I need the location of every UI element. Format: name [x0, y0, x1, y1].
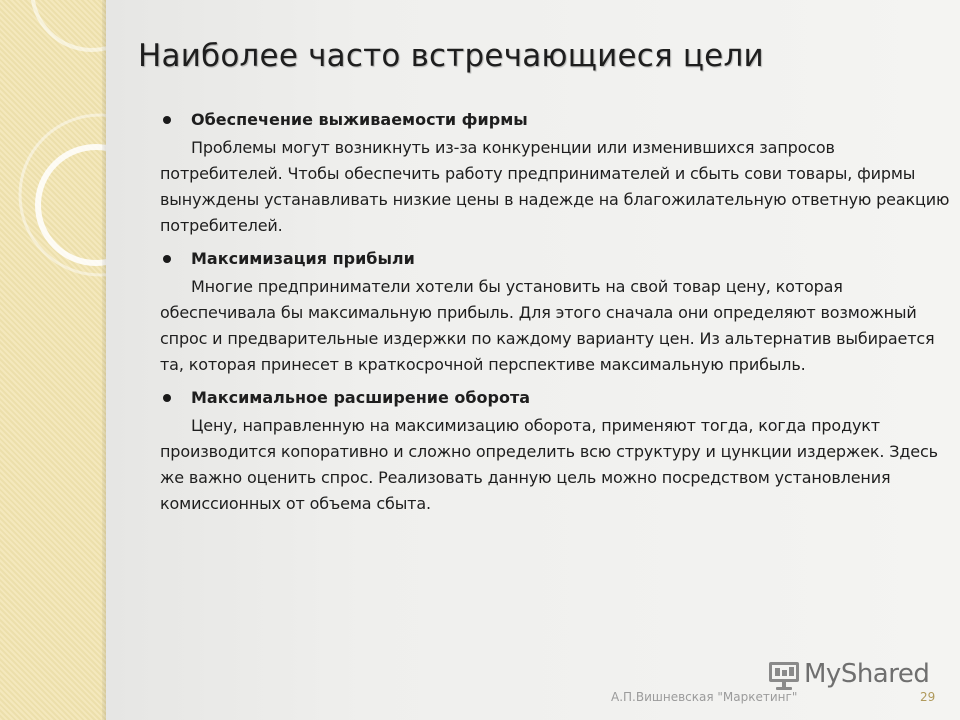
section-heading	[160, 247, 950, 271]
myshared-watermark[interactable]	[766, 655, 929, 693]
decorative-circle-top	[32, 0, 106, 50]
watermark-text: MyShared	[804, 659, 930, 689]
section-body: Многие предприниматели хотели бы установить на свой товар цену, которая обеспечивала бы максимальную прибыль. Для этого сначала они определяют возможный спрос и предварительные издержки по каждому варианту цен. Из альтернатив выбирается та, которая принесет в краткосрочной перспективе максимальную прибыль.	[160, 277, 935, 374]
section-survival	[160, 108, 950, 239]
section-heading-text: Обеспечение выживаемости фирмы	[191, 110, 528, 129]
bullet-icon	[163, 394, 171, 402]
section-heading-text: Максимальное расширение оборота	[191, 388, 531, 407]
bullet-icon	[163, 116, 171, 124]
section-heading	[160, 386, 950, 410]
page-number: 29	[920, 690, 936, 704]
section-body: Цену, направленную на максимизацию оборота, применяют тогда, когда продукт производится копоративно и сложно определить всю структуру и цункции издержек. Здесь же важно оценить спрос. Реализовать данную цель можно посредством установления комиссионных от объема сбыта.	[160, 416, 938, 513]
section-body: Проблемы могут возникнуть из-за конкуренции или изменившихся запросов потребителей. Чтобы обеспечить работу предпринимателей и сбыть сови товары, фирмы вынуждены устанавливать низкие цены в надежде на благожилательную ответную реакцию потребителей.	[160, 138, 950, 235]
left-decorative-panel	[0, 0, 106, 720]
presentation-board-icon	[766, 656, 802, 692]
slide-content	[160, 108, 950, 525]
decorative-circle-large	[38, 147, 106, 263]
bullet-icon	[163, 255, 171, 263]
section-turnover-expansion	[160, 386, 950, 517]
footer-author: А.П.Вишневская "Маркетинг"	[611, 690, 798, 704]
section-profit-maximization	[160, 247, 950, 378]
slide-title: Наиболее часто встречающиеся цели	[138, 38, 764, 74]
decorative-circles	[0, 0, 106, 720]
section-heading	[160, 108, 950, 132]
section-heading-text: Максимизация прибыли	[191, 249, 415, 268]
